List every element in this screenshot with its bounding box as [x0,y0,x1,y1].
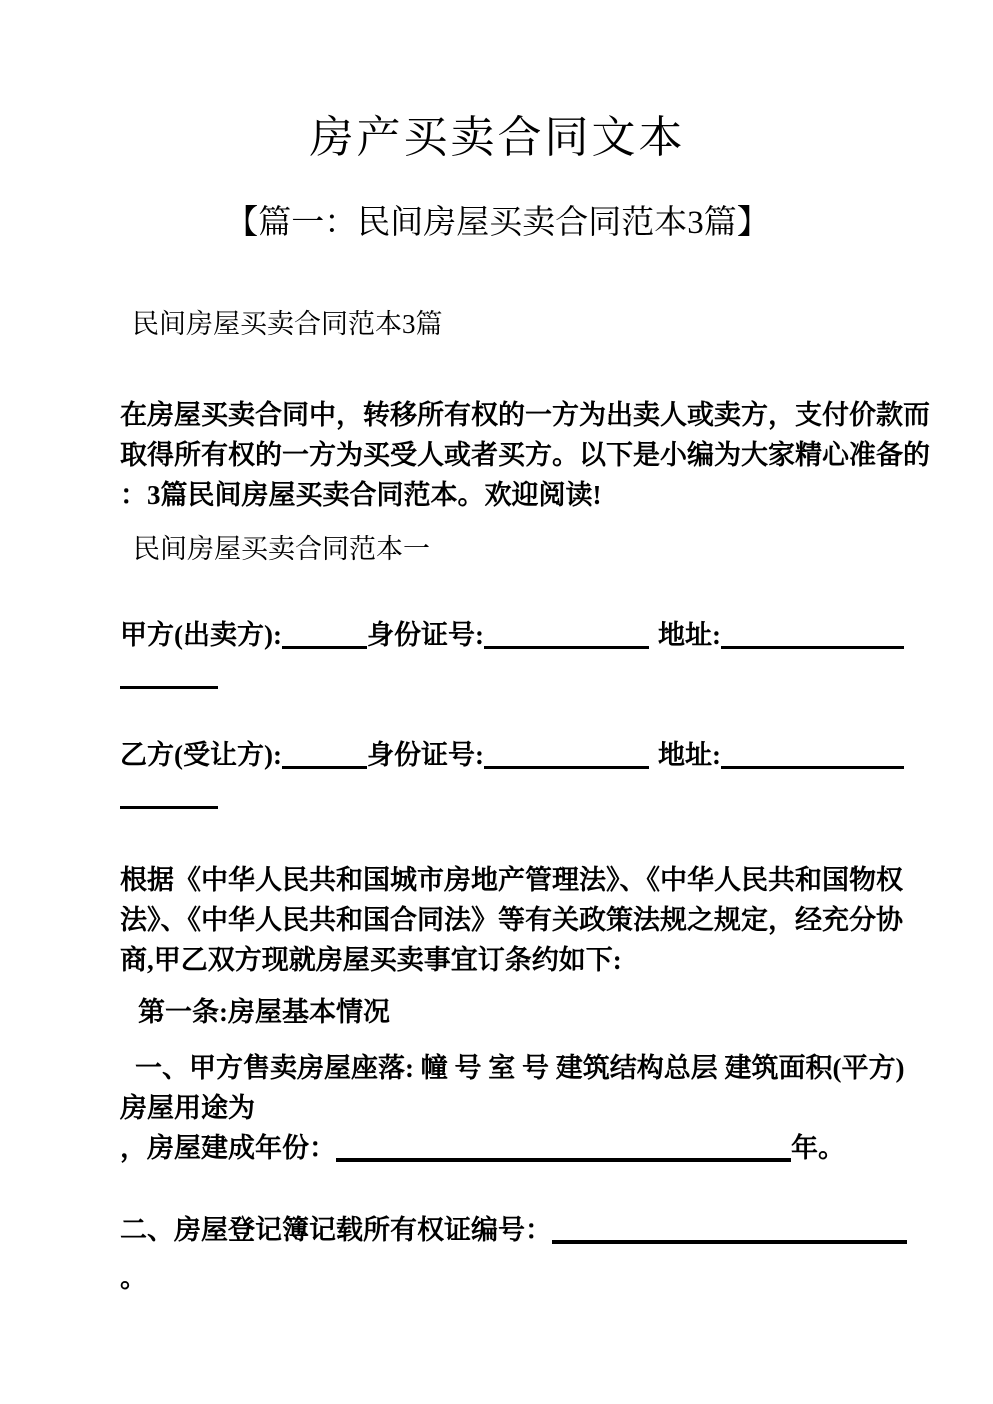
build-year-row [120,1128,875,1168]
clause2-period: 。 [120,1263,147,1293]
blank-cert-number [552,1240,907,1244]
blank-party-b-id [484,766,649,769]
party-b-continuation-line [120,775,875,815]
party-a-id-label: 身份证号: [366,620,484,650]
section-heading: 民间房屋买卖合同范本3篇 [132,309,443,339]
legal-basis-line: 法》、《中华人民共和国合同法》等有关政策法规之规定，经充分协 [120,905,903,935]
party-a-row [120,615,875,695]
legal-basis-line: 商,甲乙双方现就房屋买卖事宜订条约如下: [120,945,622,975]
clause1-heading: 第一条:房屋基本情况 [138,997,390,1027]
intro-line: 取得所有权的一方为买受人或者买方。以下是小编为大家精心准备的 [120,440,930,470]
clause2-row [120,1210,875,1250]
clause1-paragraph [120,1048,905,1128]
party-b-id-label: 身份证号: [366,740,484,770]
intro-paragraph [120,395,930,515]
party-a-label: 甲方(出卖方): [120,620,282,650]
party-b-address-label: 地址: [657,740,721,770]
blank-party-a-address-continued [120,686,218,689]
legal-basis-paragraph [120,860,903,980]
party-b-row [120,735,875,815]
blank-party-b-address [721,766,904,769]
clause2-prefix: 二、房屋登记簿记载所有权证编号： [120,1215,552,1245]
clause1-line: 一、甲方售卖房屋座落: 幢 号 室 号 建筑结构总层 建筑面积(平方) [135,1053,905,1083]
blank-party-a-name [282,646,367,649]
build-year-prefix: ，房屋建成年份： [120,1133,336,1163]
sample-contract-heading: 民间房屋买卖合同范本一 [133,534,430,564]
clause2-period-row [120,1258,875,1298]
party-a-continuation-line [120,655,875,695]
party-a-line [120,615,875,655]
blank-party-a-id [484,646,649,649]
blank-party-a-address [721,646,904,649]
intro-line: ：3篇民间房屋买卖合同范本。欢迎阅读! [120,480,602,510]
page-subtitle: 【篇一：民间房屋买卖合同范本3篇】 [225,205,770,241]
blank-party-b-address-continued [120,806,218,809]
blank-party-b-name [282,766,367,769]
build-year-suffix: 年。 [791,1133,845,1163]
party-a-address-label: 地址: [657,620,721,650]
intro-line: 在房屋买卖合同中，转移所有权的一方为出卖人或卖方，支付价款而 [120,400,930,430]
clause1-line: 房屋用途为 [120,1093,255,1123]
party-b-label: 乙方(受让方): [120,740,282,770]
legal-basis-line: 根据《中华人民共和国城市房地产管理法》、《中华人民共和国物权 [120,865,903,895]
blank-build-year [336,1158,791,1162]
page-title: 房产买卖合同文本 [309,113,686,162]
party-b-line [120,735,875,775]
